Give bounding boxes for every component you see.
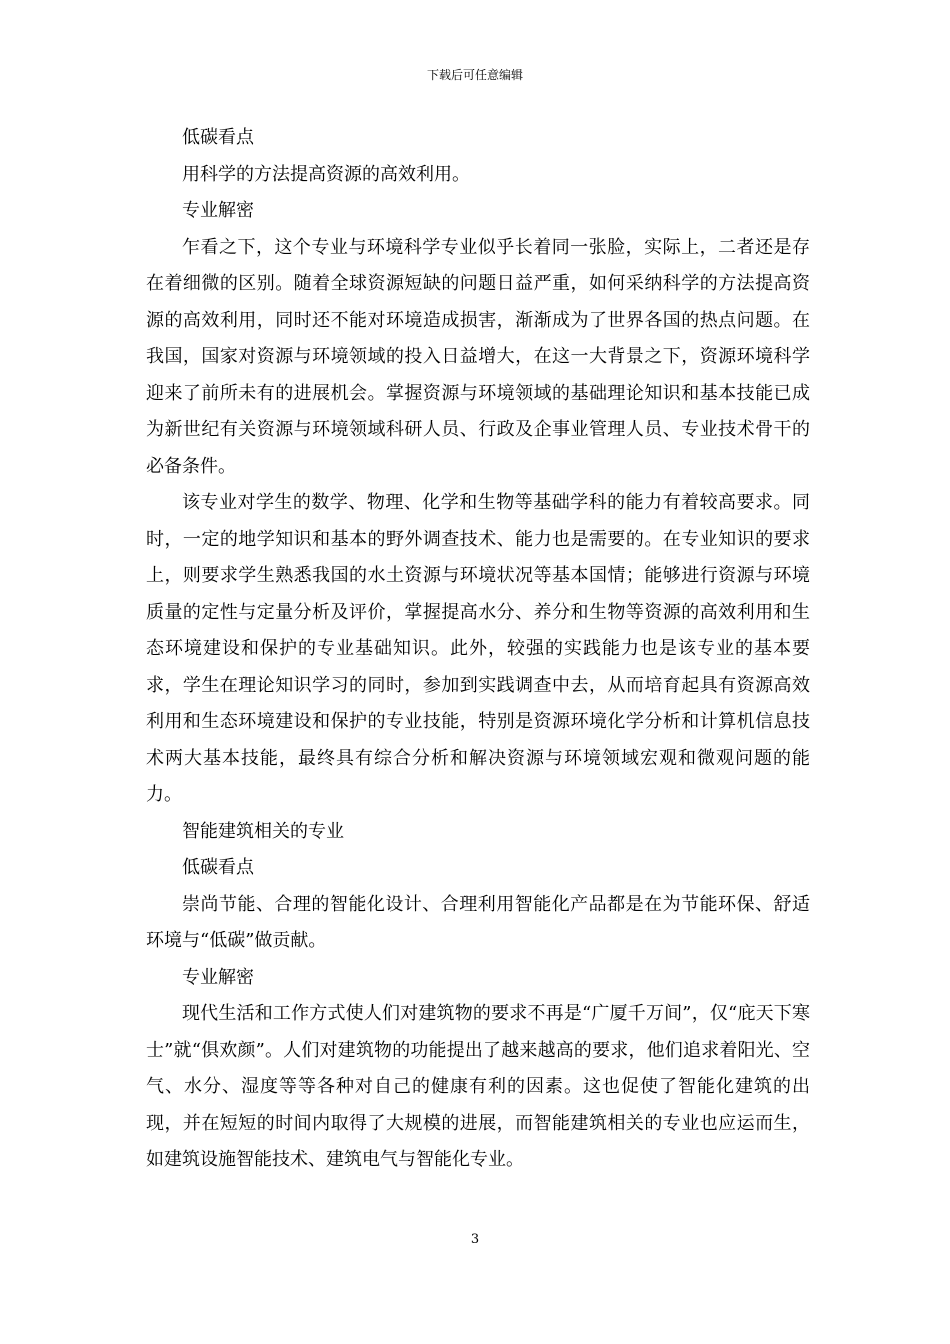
paragraph-resource-environment-intro: 乍看之下，这个专业与环境科学专业似乎长着同一张脸，实际上，二者还是存在着细微的区别。随着全球资源短缺的问题日益严重，如何采纳科学的方法提高资源的高效利用，同时还不能对环境造成损害，渐渐成为了世界各国的热点问题。在我国，国家对资源与环境领域的投入日益增大，在这一大背景之下，资源环境科学迎来了前所未有的进展机会。掌握资源与环境领域的基础理论知识和基本技能已成为新世纪有关资源与环境领域科研人员、行政及企事业管理人员、专业技术骨干的必备条件。 (146, 236, 810, 477)
page-number: 3 (470, 1232, 480, 1247)
paragraph-low-carbon-heading-2: 低碳看点 (182, 857, 254, 878)
paragraph-smart-building-intro: 现代生活和工作方式使人们对建筑物的要求不再是“广厦千万间”，仅“庇天下寒士”就“俱欢颜”。人们对建筑物的功能提出了越来越高的要求，他们追求着阳光、空气、水分、湿度等等各种对自己的健康有利的因素。这也促使了智能化建筑的出现，并在短短的时间内取得了大规模的进展，而智能建筑相关的专业也应运而生，如建筑设施智能技术、建筑电气与智能化专业。 (146, 1003, 810, 1170)
paragraph-low-carbon-heading: 低碳看点 (182, 127, 254, 148)
paragraph-low-carbon-summary: 用科学的方法提高资源的高效利用。 (182, 163, 470, 185)
paragraph-resource-environment-requirements: 该专业对学生的数学、物理、化学和生物等基础学科的能力有着较高要求。同时，一定的地学知识和基本的野外调查技术、能力也是需要的。在专业知识的要求上，则要求学生熟悉我国的水土资源与环境状况等基本国情；能够进行资源与环境质量的定性与定量分析及评价，掌握提高水分、养分和生物等资源的高效利用和生态环境建设和保护的专业基础知识。此外，较强的实践能力也是该专业的基本要求，学生在理论知识学习的同时，参加到实践调查中去，从而培育起具有资源高效利用和生态环境建设和保护的专业技能，特别是资源环境化学分析和计算机信息技术两大基本技能，最终具有综合分析和解决资源与环境领域宏观和微观问题的能力。 (146, 492, 810, 805)
paragraph-smart-building-heading: 智能建筑相关的专业 (182, 820, 344, 842)
paragraph-major-explained-heading-2: 专业解密 (182, 966, 254, 988)
paragraph-major-explained-heading: 专业解密 (182, 200, 254, 221)
page-header: 下载后可任意编辑 (426, 68, 523, 82)
paragraph-smart-building-summary: 崇尚节能、合理的智能化设计、合理利用智能化产品都是在为节能环保、舒适环境与“低碳”做贡献。 (146, 893, 810, 951)
document-body (146, 120, 810, 1179)
